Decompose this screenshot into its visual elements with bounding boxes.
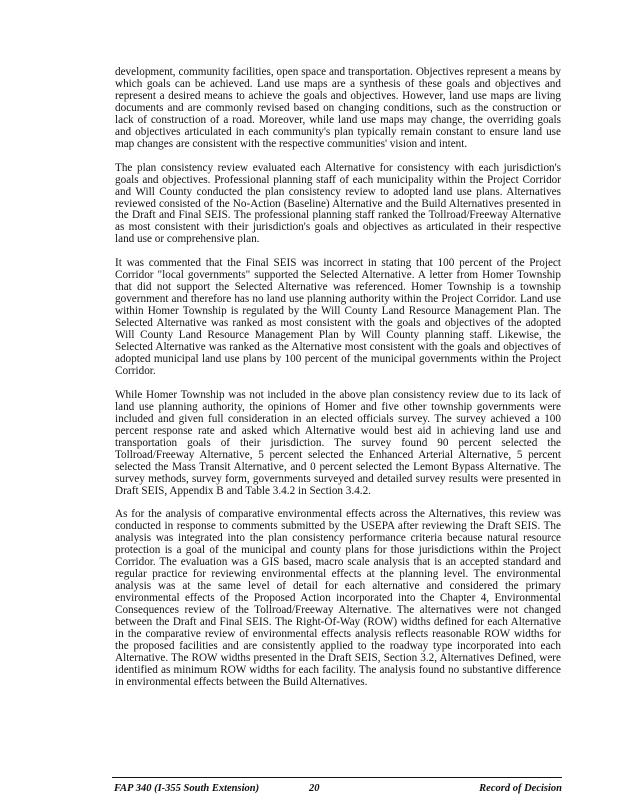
footer-project-name: FAP 340 (I-355 South Extension): [114, 783, 260, 794]
paragraph-land-use-maps: development, community facilities, open space and transportation. Objectives represent a means by which goals can be achieved. Land use maps are a synthesis of these goals and objectives and represent a desired means to achieve the goals and objectives. However, land use maps are living documents and are commonly revised based on changing conditions, such as the construction or lack of construction of a road. Moreover, while land use maps may change, the overriding goals and objectives articulated in each community's plan typically remain constant to ensure land use map changes are consistent with the respective communities' vision and intent.: [115, 66, 561, 150]
paragraph-homer-township-comment: It was commented that the Final SEIS was incorrect in stating that 100 percent of the Project Corridor "local governments" supported the Selected Alternative. A letter from Homer Township that did not support the Selected Alternative was referenced. Homer Township is a township government and therefore has no land use planning authority within the Project Corridor. Land use within Homer Township is regulated by the Will County Land Resource Management Plan. The Selected Alternative was ranked as most consistent with the goals and objectives of the adopted Will County Land Resource Management Plan by Will County planning staff. Likewise, the Selected Alternative was ranked as the Alternative most consistent with the goals and objectives of adopted municipal land use plans by 100 percent of the municipal governments within the Project Corridor.: [115, 257, 561, 377]
page-number: 20: [309, 783, 320, 794]
footer-document-title: Record of Decision: [479, 783, 562, 794]
document-body: [115, 67, 561, 701]
paragraph-elected-officials-survey: While Homer Township was not included in the above plan consistency review due to its lack of land use planning authority, the opinions of Homer and five other township governments were included and given full consideration in an elected officials survey. The survey achieved a 100 percent response rate and asked which Alternative would best aid in achieving land use and transportation goals of their jurisdiction. The survey found 90 percent selected the Tollroad/Freeway Alternative, 5 percent selected the Enhanced Arterial Alternative, 5 percent selected the Mass Transit Alternative, and 0 percent selected the Lemont Bypass Alternative. The survey methods, survey form, governments surveyed and detailed survey results were presented in Draft SEIS, Appendix B and Table 3.4.2 in Section 3.4.2.: [115, 388, 561, 497]
paragraph-plan-consistency-review: The plan consistency review evaluated each Alternative for consistency with each jurisdiction's goals and objectives. Professional planning staff of each municipality within the Project Corridor and Will County conducted the plan consistency review to adopted land use plans. Alternatives reviewed consisted of the No-Action (Baseline) Alternative and the Build Alternatives presented in the Draft and Final SEIS. The professional planning staff ranked the Tollroad/Freeway Alternative as most consistent with their jurisdiction's goals and objectives as articulated in their respective land use or comprehensive plan.: [115, 161, 561, 246]
page-footer: [112, 777, 562, 794]
paragraph-environmental-effects: As for the analysis of comparative environmental effects across the Alternatives, this review was conducted in response to comments submitted by the USEPA after reviewing the Draft SEIS. The analysis was integrated into the plan consistency performance criteria because natural resource protection is a goal of the municipal and county plans for those jurisdictions within the Project Corridor. The evaluation was a GIS based, macro scale analysis that is an accepted standard and regular practice for reviewing environmental effects at the planning level. The environmental analysis was at the same level of detail for each alternative and considered the primary environmental effects of the Proposed Action incorporated into the Chapter 4, Environmental Consequences review of the Tollroad/Freeway Alternative. The alternatives were not changed between the Draft and Final SEIS. The Right-Of-Way (ROW) widths defined for each Alternative in the comparative review of environmental effects analysis reflects reasonable ROW widths for the proposed facilities and are consistently applied to the roadway type incorporated into each Alternative. The ROW widths presented in the Draft SEIS, Section 3.2, Alternatives Defined, were identified as minimum ROW widths for each facility. The analysis found no substantive difference in environmental effects between the Build Alternatives.: [115, 508, 561, 688]
